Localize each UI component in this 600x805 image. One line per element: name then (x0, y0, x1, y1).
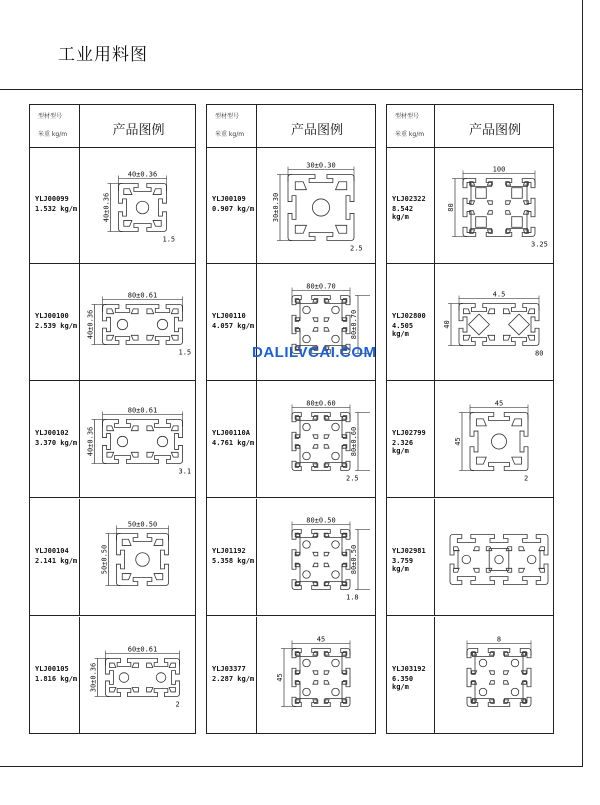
code-column-heading: 型材型号 (215, 113, 240, 120)
table-header (30, 105, 195, 148)
header-frame (0, 0, 583, 90)
dimension-label: 80±0.61 (127, 406, 158, 415)
profile-label-cell (387, 617, 435, 734)
dimension-label: 30±0.36 (89, 662, 98, 693)
dimension-label: 30±0.30 (272, 192, 280, 223)
dimension-label: 45 (316, 635, 326, 644)
profile-label-cell (387, 264, 435, 380)
dimension-label: 30±0.30 (306, 161, 336, 170)
profile-row (30, 617, 195, 734)
profile-drawing (435, 381, 555, 496)
watermark: DALILVCAI.COM (252, 344, 377, 361)
profile-row (387, 147, 553, 264)
profile-code: YLJ03192 (392, 665, 426, 673)
profile-row (30, 147, 195, 264)
profile-code: YLJ02799 (392, 429, 426, 437)
header-label-cell (207, 105, 257, 147)
profile-section-outline (103, 305, 183, 345)
profile-row (207, 499, 375, 616)
profile-row (207, 381, 375, 498)
profile-drawing (257, 147, 377, 262)
profile-weight: 2.141 kg/m (35, 557, 78, 565)
weight-column-heading: 米重 kg/m (38, 131, 68, 138)
dimension-label: 60±0.61 (127, 645, 158, 654)
dimension-label: 80±0.50 (306, 516, 336, 525)
dimension-label: 2.5 (346, 474, 359, 483)
dimension-label: 8 (496, 635, 502, 644)
profile-code: YLJ00099 (35, 195, 69, 203)
dimension-label: 80 (447, 203, 455, 212)
profile-row (207, 147, 375, 264)
weight-column-heading: 米重 kg/m (215, 131, 245, 138)
profile-code: YLJ00105 (35, 665, 69, 673)
profile-row (387, 264, 553, 381)
profile-weight: 1.816 kg/m (35, 675, 78, 683)
profile-weight: 5.358 kg/m (212, 557, 255, 565)
profile-drawing (80, 499, 197, 614)
profile-row (387, 381, 553, 498)
profile-code: YLJ00110 (212, 312, 246, 320)
profile-section-outline (292, 530, 350, 590)
header-label-cell (387, 105, 435, 147)
profile-row (387, 617, 553, 734)
profile-weight: 4.761 kg/m (212, 439, 255, 447)
profile-label-cell (30, 264, 80, 380)
profile-weight: 2.539 kg/m (35, 322, 78, 330)
profile-weight: 4.057 kg/m (212, 322, 255, 330)
dimension-label: 2 (524, 474, 529, 483)
dimension-label: 4.5 (492, 290, 506, 299)
profile-label-cell (30, 499, 80, 615)
profile-table-3 (386, 104, 554, 734)
profile-row (207, 264, 375, 381)
dimension-label: 50±0.50 (127, 520, 158, 529)
dimension-label: 1.5 (178, 348, 192, 357)
profile-drawing (80, 617, 197, 732)
profile-code: YLJ00109 (212, 195, 246, 203)
profile-weight: 3.759 kg/m (392, 557, 414, 573)
dimension-label: 100 (492, 165, 506, 174)
profile-table-2 (206, 104, 376, 734)
profile-drawing (257, 617, 377, 732)
profile-section-outline (470, 413, 528, 471)
profile-drawing (435, 147, 555, 262)
profile-row (207, 617, 375, 734)
code-column-heading: 型材型号 (395, 113, 420, 120)
profile-label-cell (30, 617, 80, 734)
dimension-label: 80±0.70 (350, 309, 358, 340)
profile-label-cell (387, 147, 435, 263)
dimension-label: 40 (443, 320, 451, 329)
table-header (207, 105, 375, 148)
profile-code: YLJ02981 (392, 547, 426, 555)
profile-code: YLJ00104 (35, 547, 69, 555)
profile-drawing (435, 264, 555, 379)
dimension-label: 45 (454, 437, 462, 446)
weight-column-heading: 米重 kg/m (395, 131, 425, 138)
profile-section-outline (292, 649, 350, 707)
dimension-label: 40±0.36 (86, 426, 95, 457)
profile-label-cell (207, 147, 257, 263)
profile-section-outline (292, 413, 350, 471)
dimension-label: 1.8 (346, 593, 359, 602)
profile-weight: 1.532 kg/m (35, 205, 78, 213)
profile-drawing (257, 264, 377, 379)
profile-section-outline (459, 304, 539, 346)
profile-row (30, 264, 195, 381)
profile-label-cell (207, 617, 257, 734)
profile-weight: 0.907 kg/m (212, 205, 255, 213)
profile-code: YLJ01192 (212, 547, 246, 555)
profile-drawing (80, 264, 197, 379)
profile-label-cell (207, 264, 257, 380)
profile-drawing (435, 617, 555, 732)
dimension-label: 45 (494, 399, 504, 408)
profile-code: YLJ03377 (212, 665, 246, 673)
profile-label-cell (30, 381, 80, 497)
profile-section-outline (117, 534, 169, 586)
dimension-label: 80 (535, 349, 544, 358)
code-column-heading: 型材型号 (38, 113, 63, 120)
profile-drawing (435, 499, 555, 614)
profile-section-outline (119, 184, 167, 232)
profile-section-outline (450, 535, 548, 585)
profile-section-outline (103, 420, 183, 464)
dimension-label: 80±0.50 (350, 544, 358, 575)
profile-code: YLJ00110A (212, 429, 250, 437)
profile-drawing (80, 381, 197, 496)
profile-label-cell (207, 499, 257, 615)
page-title: 工业用料图 (58, 45, 148, 65)
profile-code: YLJ00100 (35, 312, 69, 320)
profile-row (387, 499, 553, 616)
dimension-label: 40±0.36 (102, 192, 111, 223)
dimension-label: 80±0.60 (350, 426, 358, 457)
profile-drawing (80, 147, 197, 262)
profile-label-cell (207, 381, 257, 497)
image-column-heading: 产品图例 (112, 123, 165, 138)
image-column-heading: 产品图例 (291, 123, 344, 138)
profile-section-outline (463, 179, 535, 237)
dimension-label: 3.1 (178, 467, 192, 476)
dimension-label: 80±0.61 (127, 291, 158, 300)
image-column-heading: 产品图例 (469, 123, 522, 138)
profile-row (30, 499, 195, 616)
dimension-label: 45 (276, 673, 284, 682)
profile-label-cell (30, 147, 80, 263)
profile-weight: 2.326 kg/m (392, 439, 414, 455)
dimension-label: 50±0.50 (100, 544, 109, 575)
profile-code: YLJ02800 (392, 312, 426, 320)
header-label-cell (30, 105, 80, 147)
profile-section-outline (106, 659, 180, 697)
profile-section-outline (467, 649, 531, 707)
profile-drawing (257, 499, 377, 614)
profile-label-cell (387, 381, 435, 497)
profile-label-cell (387, 499, 435, 615)
table-header (387, 105, 553, 148)
dimension-label: 3.25 (531, 240, 548, 249)
profile-weight: 2.287 kg/m (212, 675, 255, 683)
profile-weight: 3.370 kg/m (35, 439, 78, 447)
dimension-label: 80±0.60 (306, 399, 336, 408)
dimension-label: 2 (175, 700, 180, 709)
dimension-label: 80±0.70 (306, 282, 336, 291)
dimension-label: 2.5 (350, 244, 363, 253)
profile-table-1 (29, 104, 196, 734)
profile-weight: 6.350 kg/m (392, 675, 414, 691)
profile-section-outline (288, 175, 354, 241)
profile-code: YLJ02322 (392, 195, 426, 203)
profile-drawing (257, 381, 377, 496)
profile-code: YLJ00102 (35, 429, 69, 437)
dimension-label: 1.5 (162, 235, 176, 244)
profile-row (30, 381, 195, 498)
dimension-label: 40±0.36 (127, 170, 158, 179)
profile-weight: 4.505 kg/m (392, 322, 414, 338)
profile-weight: 8.542 kg/m (392, 205, 414, 221)
dimension-label: 40±0.36 (86, 309, 95, 340)
